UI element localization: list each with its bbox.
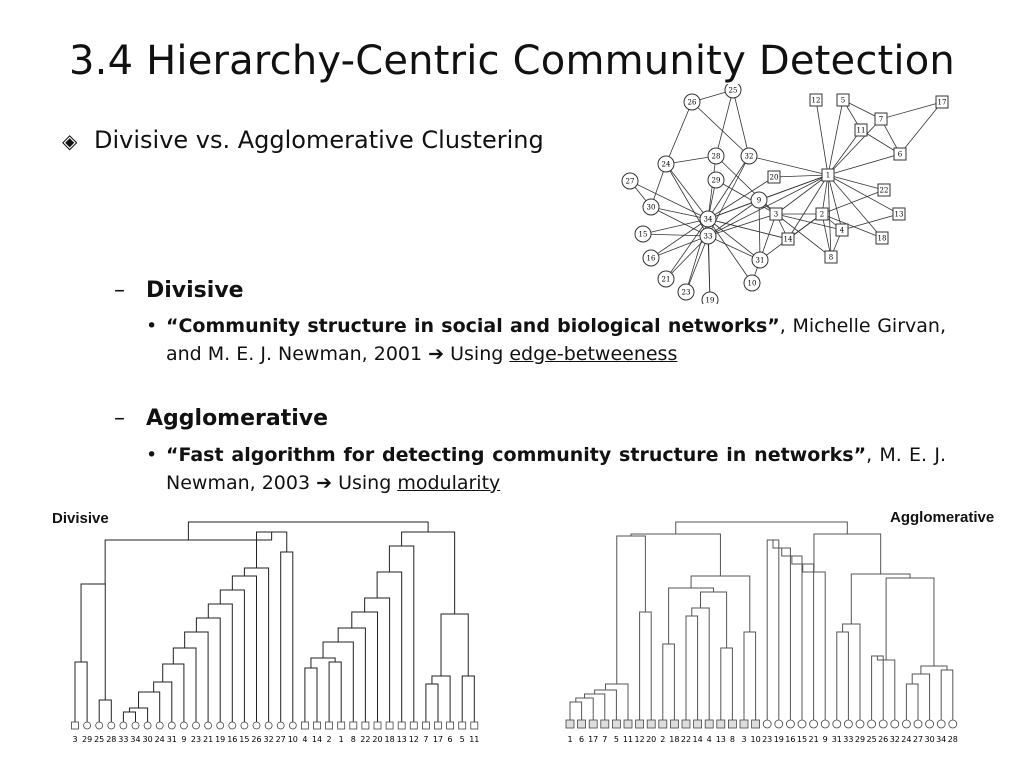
network-node-label: 4 [839, 226, 845, 235]
dendrogram-link [744, 632, 756, 720]
dendrogram-link [872, 656, 884, 720]
dendrogram-leaf-label: 1 [567, 735, 573, 744]
network-node-label: 8 [828, 253, 834, 262]
dendrogram-link [886, 578, 934, 666]
dendrogram-link [782, 548, 802, 720]
dendrogram-leaf-label: 21 [203, 735, 214, 744]
dendrogram-link [426, 684, 438, 722]
dendrogram-leaf-label: 32 [263, 735, 274, 744]
dendrogram-leaf-label: 3 [741, 735, 747, 744]
dendrogram-leaf-label: 2 [660, 735, 666, 744]
agglomerative-reference: • “Fast algorithm for detecting community structure in networks”, M. E. J. Newman, 2003 ➔ Using modularity [166, 441, 946, 497]
dendrogram-leaf-square [659, 720, 667, 728]
network-edge [816, 100, 828, 175]
network-node-label: 21 [661, 275, 671, 284]
network-edge [643, 234, 708, 236]
method-link: modularity [397, 472, 501, 494]
dendrogram-leaf-square [301, 722, 308, 729]
dendrogram-leaf-circle [937, 720, 945, 728]
dendrogram-link [305, 668, 317, 722]
dendrogram-leaf-square [326, 722, 333, 729]
dendrogram-leaf-label: 12 [408, 735, 419, 744]
dendrogram-link [402, 532, 455, 614]
dendrogram-leaf-label: 18 [669, 735, 680, 744]
network-edge [716, 90, 733, 156]
dendrogram-leaf-square [386, 722, 393, 729]
dendrogram-leaf-square [410, 722, 417, 729]
dendrogram-leaf-label: 26 [251, 735, 262, 744]
dendrogram-leaf-label: 3 [72, 735, 78, 744]
dendrogram-leaf-circle [193, 722, 200, 729]
network-edge [828, 100, 843, 175]
dendrogram-link [462, 676, 474, 722]
dendrogram-leaf-label: 22 [680, 735, 692, 744]
dendrogram-link [188, 522, 428, 540]
dendrogram-leaf-label: 7 [602, 735, 608, 744]
dendrogram-link [773, 540, 790, 720]
dendrogram-leaf-label: 30 [924, 735, 935, 744]
network-edge [828, 175, 884, 190]
dendrogram-link [432, 676, 450, 722]
arrow-icon: ➔ [428, 343, 445, 365]
dendrogram-leaf-label: 25 [94, 735, 105, 744]
network-node-label: 22 [879, 186, 889, 195]
agglomerative-label: Agglomerative [890, 509, 995, 526]
network-node-label: 13 [894, 210, 904, 219]
dendrogram-leaf-label: 24 [154, 735, 165, 744]
dendrogram-leaf-label: 33 [843, 735, 854, 744]
network-edge [651, 219, 708, 258]
dendrogram-leaf-label: 6 [447, 735, 453, 744]
network-node-label: 29 [711, 176, 721, 185]
dendrogram-leaf-circle [833, 720, 841, 728]
network-edge [666, 236, 708, 279]
dendrogram-leaf-square [422, 722, 429, 729]
dendrogram-leaf-label: 10 [750, 735, 761, 744]
network-node-label: 26 [687, 98, 697, 107]
dendrogram-leaf-square [670, 720, 678, 728]
dendrogram-leaf-label: 16 [227, 735, 238, 744]
dendrogram-leaf-square [705, 720, 713, 728]
network-node-label: 11 [856, 126, 866, 135]
dendrogram-link [81, 584, 105, 700]
dendrogram-link [75, 662, 87, 722]
dendrogram-link [792, 556, 814, 720]
network-node-label: 6 [897, 150, 903, 159]
network-edge [708, 214, 776, 236]
dendrogram-leaf-label: 6 [579, 735, 585, 744]
dendrogram-leaf-circle [879, 720, 887, 728]
network-node-label: 18 [877, 234, 887, 243]
dendrogram-link [906, 684, 918, 720]
dendrogram-leaf-square [624, 720, 632, 728]
network-node-label: 28 [711, 152, 721, 161]
dendrogram-leaf-label: 11 [622, 735, 634, 744]
dendrogram-leaf-circle [277, 722, 284, 729]
network-edge [900, 102, 942, 154]
network-node-label: 14 [783, 235, 793, 244]
dendrogram-leaf-label: 8 [350, 735, 356, 744]
dendrogram-leaf-circle [229, 722, 236, 729]
dendrogram-leaf-label: 23 [762, 735, 773, 744]
main-bullet-text: Divisive vs. Agglomerative Clustering [94, 126, 544, 154]
dendrogram-leaf-circle [949, 720, 957, 728]
network-node-label: 31 [755, 256, 765, 265]
network-node-label: 2 [819, 210, 825, 219]
dendrogram-leaf-circle [156, 722, 163, 729]
network-edge [759, 200, 760, 260]
network-edge [752, 214, 776, 283]
dendrogram-leaf-circle [798, 720, 806, 728]
network-edge [651, 207, 708, 219]
dendrogram-link [441, 614, 468, 676]
network-node-label: 24 [661, 160, 671, 169]
dendrogram-leaf-square [728, 720, 736, 728]
dendrogram-link [139, 692, 160, 722]
dendrogram-link [676, 522, 848, 534]
dendrogram-leaf-label: 29 [854, 735, 866, 744]
dendrogram-leaf-circle [205, 722, 212, 729]
dendrogram-link [281, 552, 293, 722]
divisive-heading: – Divisive [114, 278, 244, 303]
dendrogram-leaf-circle [926, 720, 934, 728]
agglomerative-dendrogram [560, 512, 980, 752]
dendrogram-leaf-label: 19 [773, 735, 784, 744]
dendrogram-leaf-square [72, 722, 79, 729]
dendrogram-link [663, 644, 675, 720]
dendrogram-leaf-label: 34 [936, 735, 947, 744]
dendrogram-link [721, 648, 733, 720]
dendrogram-leaf-circle [289, 722, 296, 729]
dendrogram-leaf-circle [914, 720, 922, 728]
dendrogram-link [837, 632, 849, 720]
network-edge [828, 154, 900, 175]
dendrogram-leaf-label: 4 [706, 735, 712, 744]
dendrogram-leaf-circle [786, 720, 794, 728]
dendrogram-leaf-label: 19 [215, 735, 226, 744]
network-node-label: 27 [625, 177, 635, 186]
dendrogram-leaf-circle [844, 720, 852, 728]
dendrogram-link [123, 712, 135, 722]
dendrogram-leaf-label: 20 [372, 735, 383, 744]
network-edge [881, 102, 942, 119]
dendrogram-leaf-circle [241, 722, 248, 729]
dendrogram-leaf-circle [217, 722, 224, 729]
dendrogram-link [99, 700, 111, 722]
dendrogram-leaf-label: 9 [822, 735, 828, 744]
dendrogram-leaf-circle [868, 720, 876, 728]
network-node-label: 16 [646, 254, 656, 263]
dendrogram-link [640, 612, 652, 720]
arrow-icon: ➔ [316, 472, 333, 494]
dendrogram-link [692, 608, 709, 720]
dendrogram-leaf-label: 11 [469, 735, 480, 744]
main-bullet [62, 126, 544, 154]
dendrogram-leaf-label: 24 [901, 735, 912, 744]
network-edge [828, 130, 861, 175]
network-node-label: 9 [756, 196, 762, 205]
dendrogram-leaf-square [362, 722, 369, 729]
dendrogram-leaf-square [694, 720, 702, 728]
dendrogram-leaf-label: 22 [360, 735, 371, 744]
slide-title: 3.4 Hierarchy-Centric Community Detection [69, 38, 955, 84]
dendrogram-leaf-square [314, 722, 321, 729]
dendrogram-leaf-square [682, 720, 690, 728]
dendrogram-leaf-label: 5 [459, 735, 465, 744]
dendrogram-leaf-label: 8 [729, 735, 735, 744]
network-node-label: 20 [769, 173, 779, 182]
dendrogram-link [570, 702, 582, 720]
dendrogram-leaf-circle [108, 722, 115, 729]
dendrogram-leaf-label: 20 [646, 735, 657, 744]
dendrogram-leaf-label: 27 [275, 735, 286, 744]
dendrogram-leaf-label: 18 [384, 735, 395, 744]
dendrogram-leaf-square [471, 722, 478, 729]
network-node-label: 19 [705, 296, 715, 304]
network-node-label: 34 [703, 215, 713, 224]
dendrogram-leaf-label: 16 [785, 735, 796, 744]
network-node-label: 17 [937, 98, 947, 107]
dendrogram-leaf-circle [132, 722, 139, 729]
network-node-label: 3 [773, 210, 779, 219]
dendrogram-link [329, 662, 341, 722]
network-edge [733, 90, 749, 156]
dendrogram-leaf-circle [902, 720, 910, 728]
dendrogram-leaf-square [374, 722, 381, 729]
network-edge [788, 175, 828, 239]
network-graph [616, 84, 956, 304]
network-node-label: 25 [728, 86, 738, 95]
dendrogram-leaf-circle [84, 722, 91, 729]
dendrogram-leaf-square [752, 720, 760, 728]
network-edge [666, 164, 708, 219]
dendrogram-leaf-label: 17 [588, 735, 599, 744]
dendrogram-link [129, 708, 147, 722]
network-edge [708, 175, 828, 236]
network-node-label: 32 [744, 152, 754, 161]
dendrogram-link [323, 642, 353, 722]
dendrogram-leaf-label: 23 [190, 735, 202, 744]
dendrogram-leaf-label: 33 [118, 735, 129, 744]
network-edge [749, 156, 828, 175]
dendrogram-leaf-label: 1 [338, 735, 344, 744]
dendrogram-leaf-square [612, 720, 620, 728]
dendrogram-link [154, 682, 172, 722]
dendrogram-leaf-label: 28 [947, 735, 958, 744]
dendrogram-link [814, 534, 881, 574]
dendrogram-link [173, 648, 196, 722]
network-edge [666, 102, 692, 164]
network-edge [822, 214, 882, 238]
dendrogram-leaf-circle [265, 722, 272, 729]
dendrogram-link [912, 674, 929, 720]
dendrogram-link [163, 664, 184, 722]
dendrogram-leaf-label: 7 [423, 735, 429, 744]
network-node-label: 1 [825, 171, 831, 180]
dendrogram-leaf-label: 10 [287, 735, 298, 744]
agglomerative-heading: – Agglomerative [114, 406, 329, 431]
dendrogram-link [617, 536, 646, 684]
network-node-label: 15 [638, 230, 648, 239]
dendrogram-leaf-label: 9 [181, 735, 187, 744]
dendrogram-leaf-circle [96, 722, 103, 729]
network-edge [643, 219, 708, 234]
network-edge [692, 102, 749, 156]
dendrogram-link [941, 670, 953, 720]
divisive-reference: • “Community structure in social and biological networks”, Michelle Girvan, and M. E. J. Newman, 2001 ➔ Using edge-betweeness [166, 312, 946, 368]
dendrogram-leaf-label: 5 [613, 735, 619, 744]
dendrogram-leaf-circle [763, 720, 771, 728]
dash-icon: – [114, 278, 125, 303]
dendrogram-leaf-label: 30 [142, 735, 153, 744]
dendrogram-leaf-circle [180, 722, 187, 729]
method-link: edge-betweeness [509, 343, 678, 365]
dendrogram-leaf-circle [856, 720, 864, 728]
dendrogram-leaf-label: 31 [831, 735, 842, 744]
dendrogram-link [701, 592, 727, 648]
dendrogram-leaf-square [601, 720, 609, 728]
dendrogram-link [631, 534, 720, 576]
network-node-label: 30 [646, 203, 656, 212]
dendrogram-link [691, 576, 750, 632]
dendrogram-leaf-square [398, 722, 405, 729]
divisive-dendrogram [60, 512, 530, 752]
dendrogram-leaf-label: 27 [912, 735, 924, 744]
network-node-label: 10 [747, 279, 757, 288]
dendrogram-link [843, 624, 860, 720]
dash-icon: – [114, 406, 125, 431]
network-edge [822, 190, 884, 214]
dendrogram-leaf-label: 14 [311, 735, 323, 744]
dendrogram-leaf-label: 26 [878, 735, 889, 744]
dendrogram-leaf-label: 28 [106, 735, 117, 744]
network-edge [686, 236, 708, 292]
dendrogram-leaf-circle [120, 722, 127, 729]
network-node-label: 33 [703, 232, 713, 241]
dendrogram-leaf-label: 2 [326, 735, 332, 744]
divisive-label: Divisive [52, 510, 109, 527]
dendrogram-leaf-label: 25 [866, 735, 877, 744]
dendrogram-leaf-label: 13 [715, 735, 726, 744]
diamond-bullet-icon: ◈ [62, 129, 78, 153]
dendrogram-leaf-square [338, 722, 345, 729]
network-edge [774, 175, 828, 177]
dendrogram-leaf-square [459, 722, 466, 729]
dendrogram-leaf-label: 21 [808, 735, 819, 744]
dendrogram-leaf-label: 13 [396, 735, 407, 744]
network-edge [842, 214, 899, 230]
dendrogram-leaf-label: 32 [889, 735, 900, 744]
dendrogram-leaf-circle [168, 722, 175, 729]
dendrogram-leaf-square [435, 722, 442, 729]
dendrogram-link [877, 656, 894, 720]
network-node-label: 12 [811, 96, 821, 105]
dot-bullet-icon: • [146, 444, 158, 466]
dendrogram-leaf-label: 15 [796, 735, 808, 744]
dendrogram-leaf-square [636, 720, 644, 728]
dot-bullet-icon: • [146, 315, 158, 337]
dendrogram-leaf-circle [891, 720, 899, 728]
dendrogram-leaf-circle [821, 720, 829, 728]
network-edge [666, 219, 708, 279]
dendrogram-leaf-label: 29 [82, 735, 93, 744]
network-edge [630, 181, 708, 219]
dendrogram-leaf-square [647, 720, 655, 728]
dendrogram-leaf-square [717, 720, 725, 728]
dendrogram-link [576, 698, 593, 720]
dendrogram-leaf-circle [253, 722, 260, 729]
dendrogram-leaf-label: 14 [692, 735, 703, 744]
dendrogram-link [851, 574, 910, 624]
dendrogram-link [767, 540, 779, 720]
dendrogram-leaf-circle [810, 720, 818, 728]
dendrogram-leaf-square [447, 722, 454, 729]
dendrogram-leaf-square [589, 720, 597, 728]
dendrogram-leaf-square [578, 720, 586, 728]
dendrogram-leaf-circle [144, 722, 151, 729]
dendrogram-leaf-square [566, 720, 574, 728]
dendrogram-leaf-square [740, 720, 748, 728]
network-node-label: 5 [840, 96, 846, 105]
dendrogram-leaf-label: 34 [130, 735, 141, 744]
dendrogram-link [686, 616, 698, 720]
network-node-label: 23 [681, 288, 691, 297]
dendrogram-link [311, 658, 335, 668]
dendrogram-leaf-label: 31 [166, 735, 177, 744]
dendrogram-leaf-label: 12 [634, 735, 645, 744]
dendrogram-leaf-circle [775, 720, 783, 728]
dendrogram-leaf-label: 15 [239, 735, 250, 744]
dendrogram-leaf-square [350, 722, 357, 729]
dendrogram-leaf-label: 17 [432, 735, 444, 744]
network-node-label: 7 [878, 115, 884, 124]
dendrogram-leaf-label: 4 [302, 735, 308, 744]
